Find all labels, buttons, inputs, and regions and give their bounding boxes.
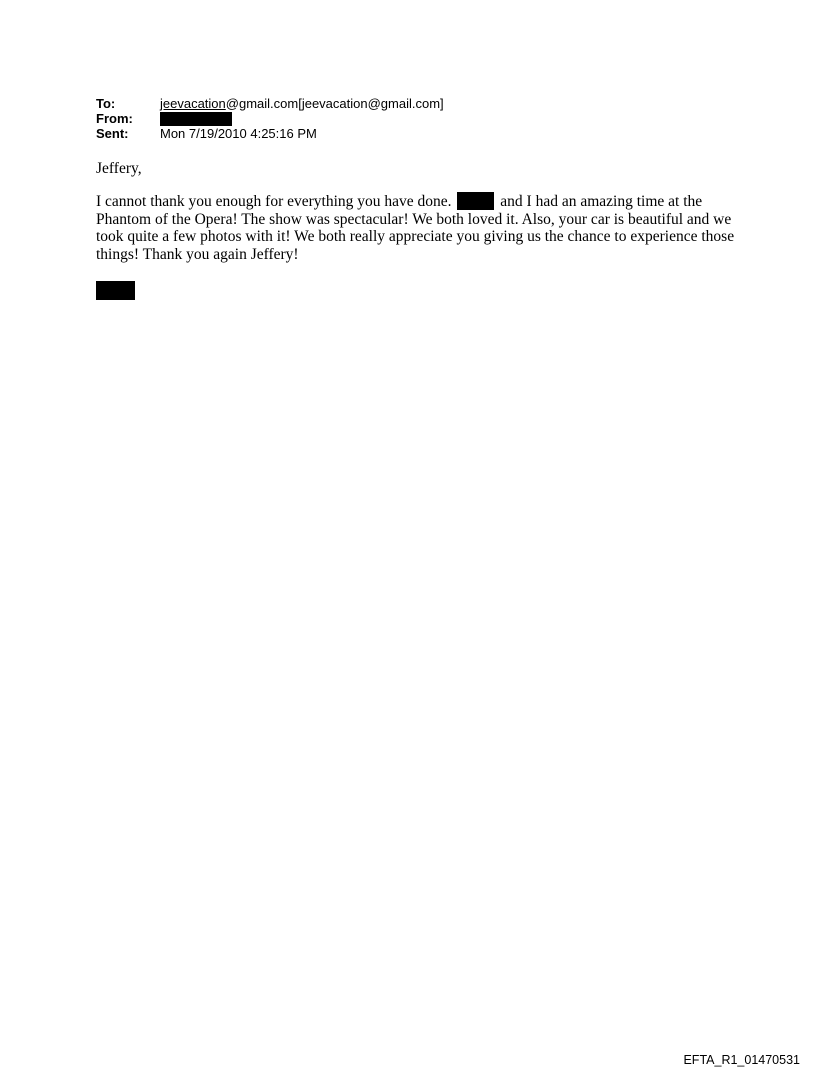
sent-row: [96, 126, 444, 141]
body-text-part2: and I had an amazing time at the Phantom of the Opera! The show was spectacular! We both loved it. Also, your car is beautiful and we took quite a few photos with it! We both really appreciate you giving us the chance to experience those things! Thank you again Jeffery!: [96, 193, 735, 263]
to-address-link[interactable]: jeevacation: [160, 96, 226, 111]
to-address-rest: @gmail.com[jeevacation@gmail.com]: [225, 96, 444, 111]
salutation: Jeffery,: [96, 160, 142, 177]
body-paragraph: [96, 192, 736, 263]
email-body: [96, 192, 736, 263]
body-text-part1: I cannot thank you enough for everything you have done.: [96, 193, 452, 210]
to-label: To:: [96, 96, 116, 111]
sent-value: Mon 7/19/2010 4:25:16 PM: [160, 126, 317, 141]
from-label: From:: [96, 111, 133, 126]
from-row: [96, 111, 444, 126]
to-address: [160, 96, 444, 111]
document-id: EFTA_R1_01470531: [683, 1053, 800, 1067]
to-row: [96, 96, 444, 111]
from-redaction: [160, 112, 232, 126]
name-redaction: [457, 192, 494, 210]
sent-label: Sent:: [96, 126, 129, 141]
signature-redaction: [96, 281, 135, 300]
email-header: [96, 96, 444, 141]
